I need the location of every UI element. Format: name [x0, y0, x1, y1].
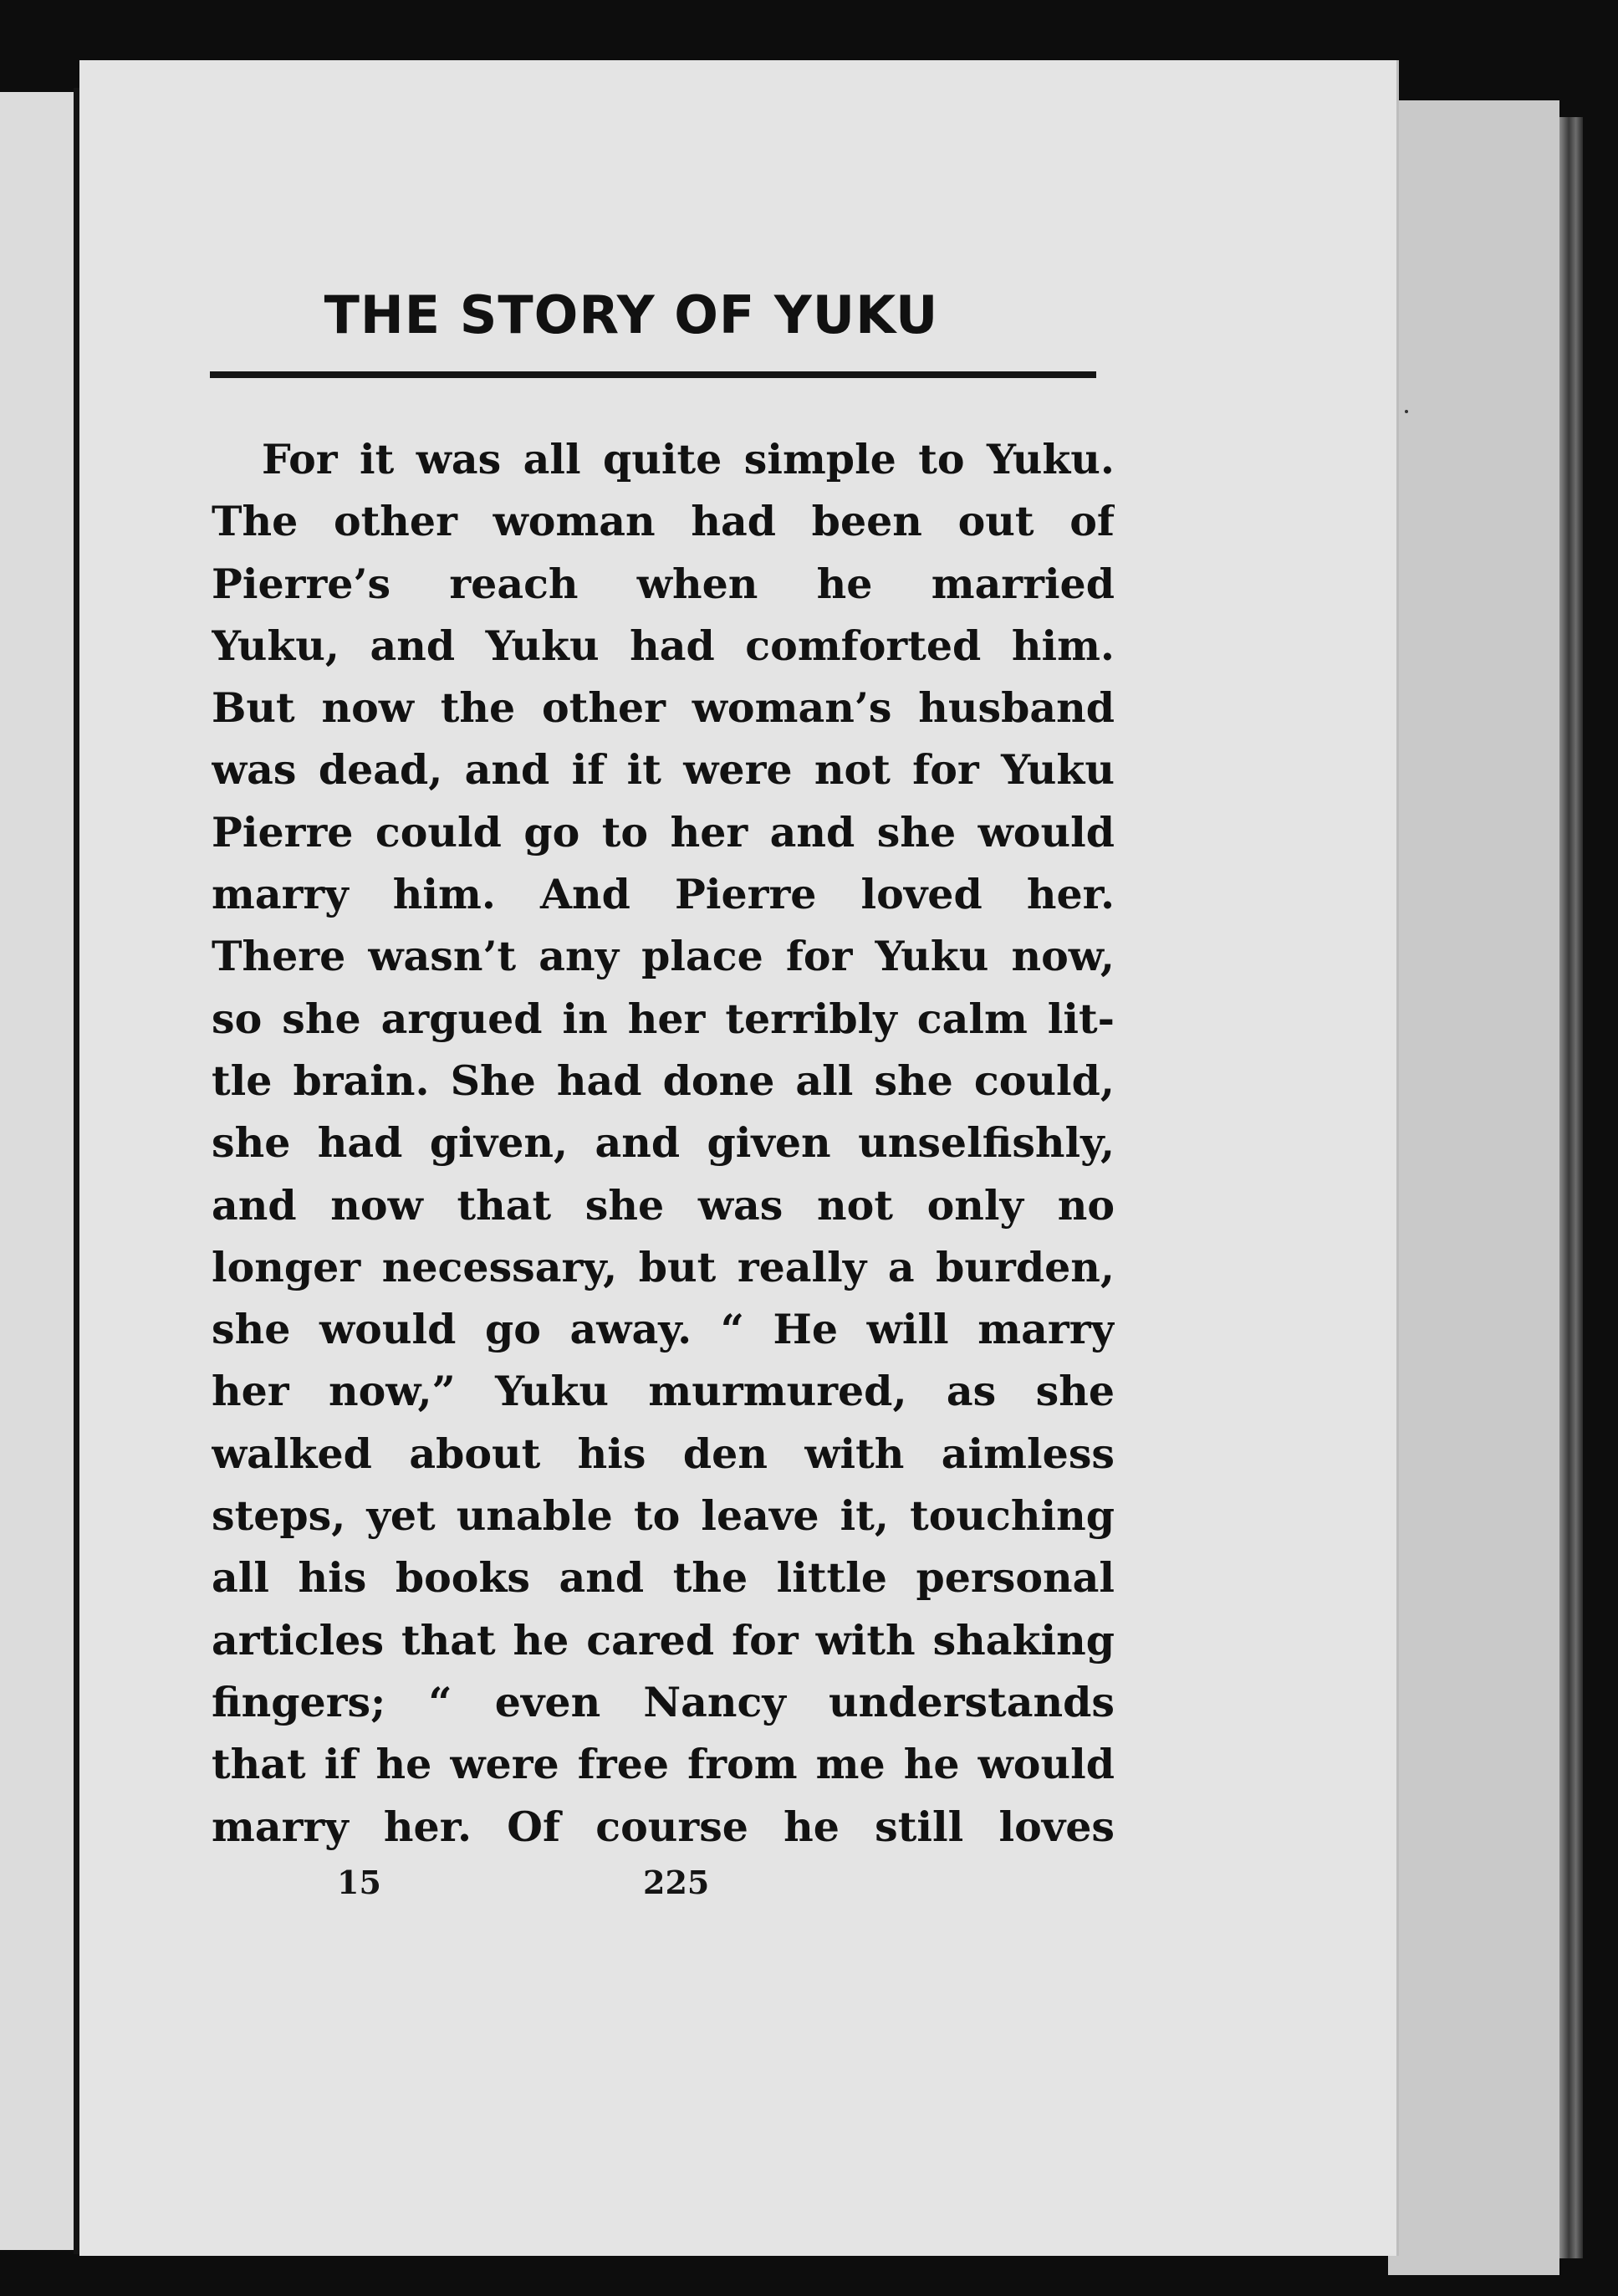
book-gutter	[74, 88, 79, 2254]
scan-speck	[1405, 410, 1408, 413]
next-page-edge	[1388, 100, 1559, 2275]
text-line: There wasn’t any place for Yuku now,	[212, 932, 1115, 981]
running-head: THE STORY OF YUKU	[324, 284, 939, 345]
text-line: articles that he cared for with shaking	[212, 1615, 1115, 1664]
text-line: The other woman had been out of	[212, 497, 1115, 546]
signature-mark: 15	[337, 1864, 381, 1901]
book-page	[79, 60, 1396, 2256]
text-line: fingers; “ even Nancy understands	[212, 1677, 1115, 1726]
text-line: marry him. And Pierre loved her.	[212, 870, 1115, 919]
text-line: and now that she was not only no	[212, 1180, 1115, 1230]
head-rule	[210, 371, 1096, 378]
page-number: 225	[643, 1864, 710, 1901]
text-line: Pierre’s reach when he married	[212, 559, 1115, 608]
text-line: marry her. Of course he still loves	[212, 1802, 1115, 1851]
text-line: walked about his den with aimless	[212, 1429, 1115, 1478]
text-line: that if he were free from me he would	[212, 1740, 1115, 1789]
text-line: Yuku, and Yuku had comforted him.	[212, 621, 1115, 670]
text-line: But now the other woman’s husband	[212, 683, 1115, 733]
text-line: she had given, and given unselfishly,	[212, 1118, 1115, 1168]
body-text	[212, 428, 1115, 1858]
text-line: Pierre could go to her and she would	[212, 807, 1115, 857]
text-line: longer necessary, but really a burden,	[212, 1242, 1115, 1291]
text-line: so she argued in her terribly calm lit-	[212, 994, 1115, 1043]
page-stack-edge	[1559, 117, 1583, 2258]
text-line: she would go away. “ He will marry	[212, 1305, 1115, 1354]
text-line: tle brain. She had done all she could,	[212, 1056, 1115, 1105]
text-line: all his books and the little personal	[212, 1553, 1115, 1603]
text-line: For it was all quite simple to Yuku.	[262, 435, 1115, 483]
text-line: her now,” Yuku murmured, as she	[212, 1367, 1115, 1416]
text-line: steps, yet unable to leave it, touching	[212, 1491, 1115, 1541]
facing-page-edge	[0, 92, 74, 2250]
text-line: was dead, and if it were not for Yuku	[212, 745, 1115, 795]
